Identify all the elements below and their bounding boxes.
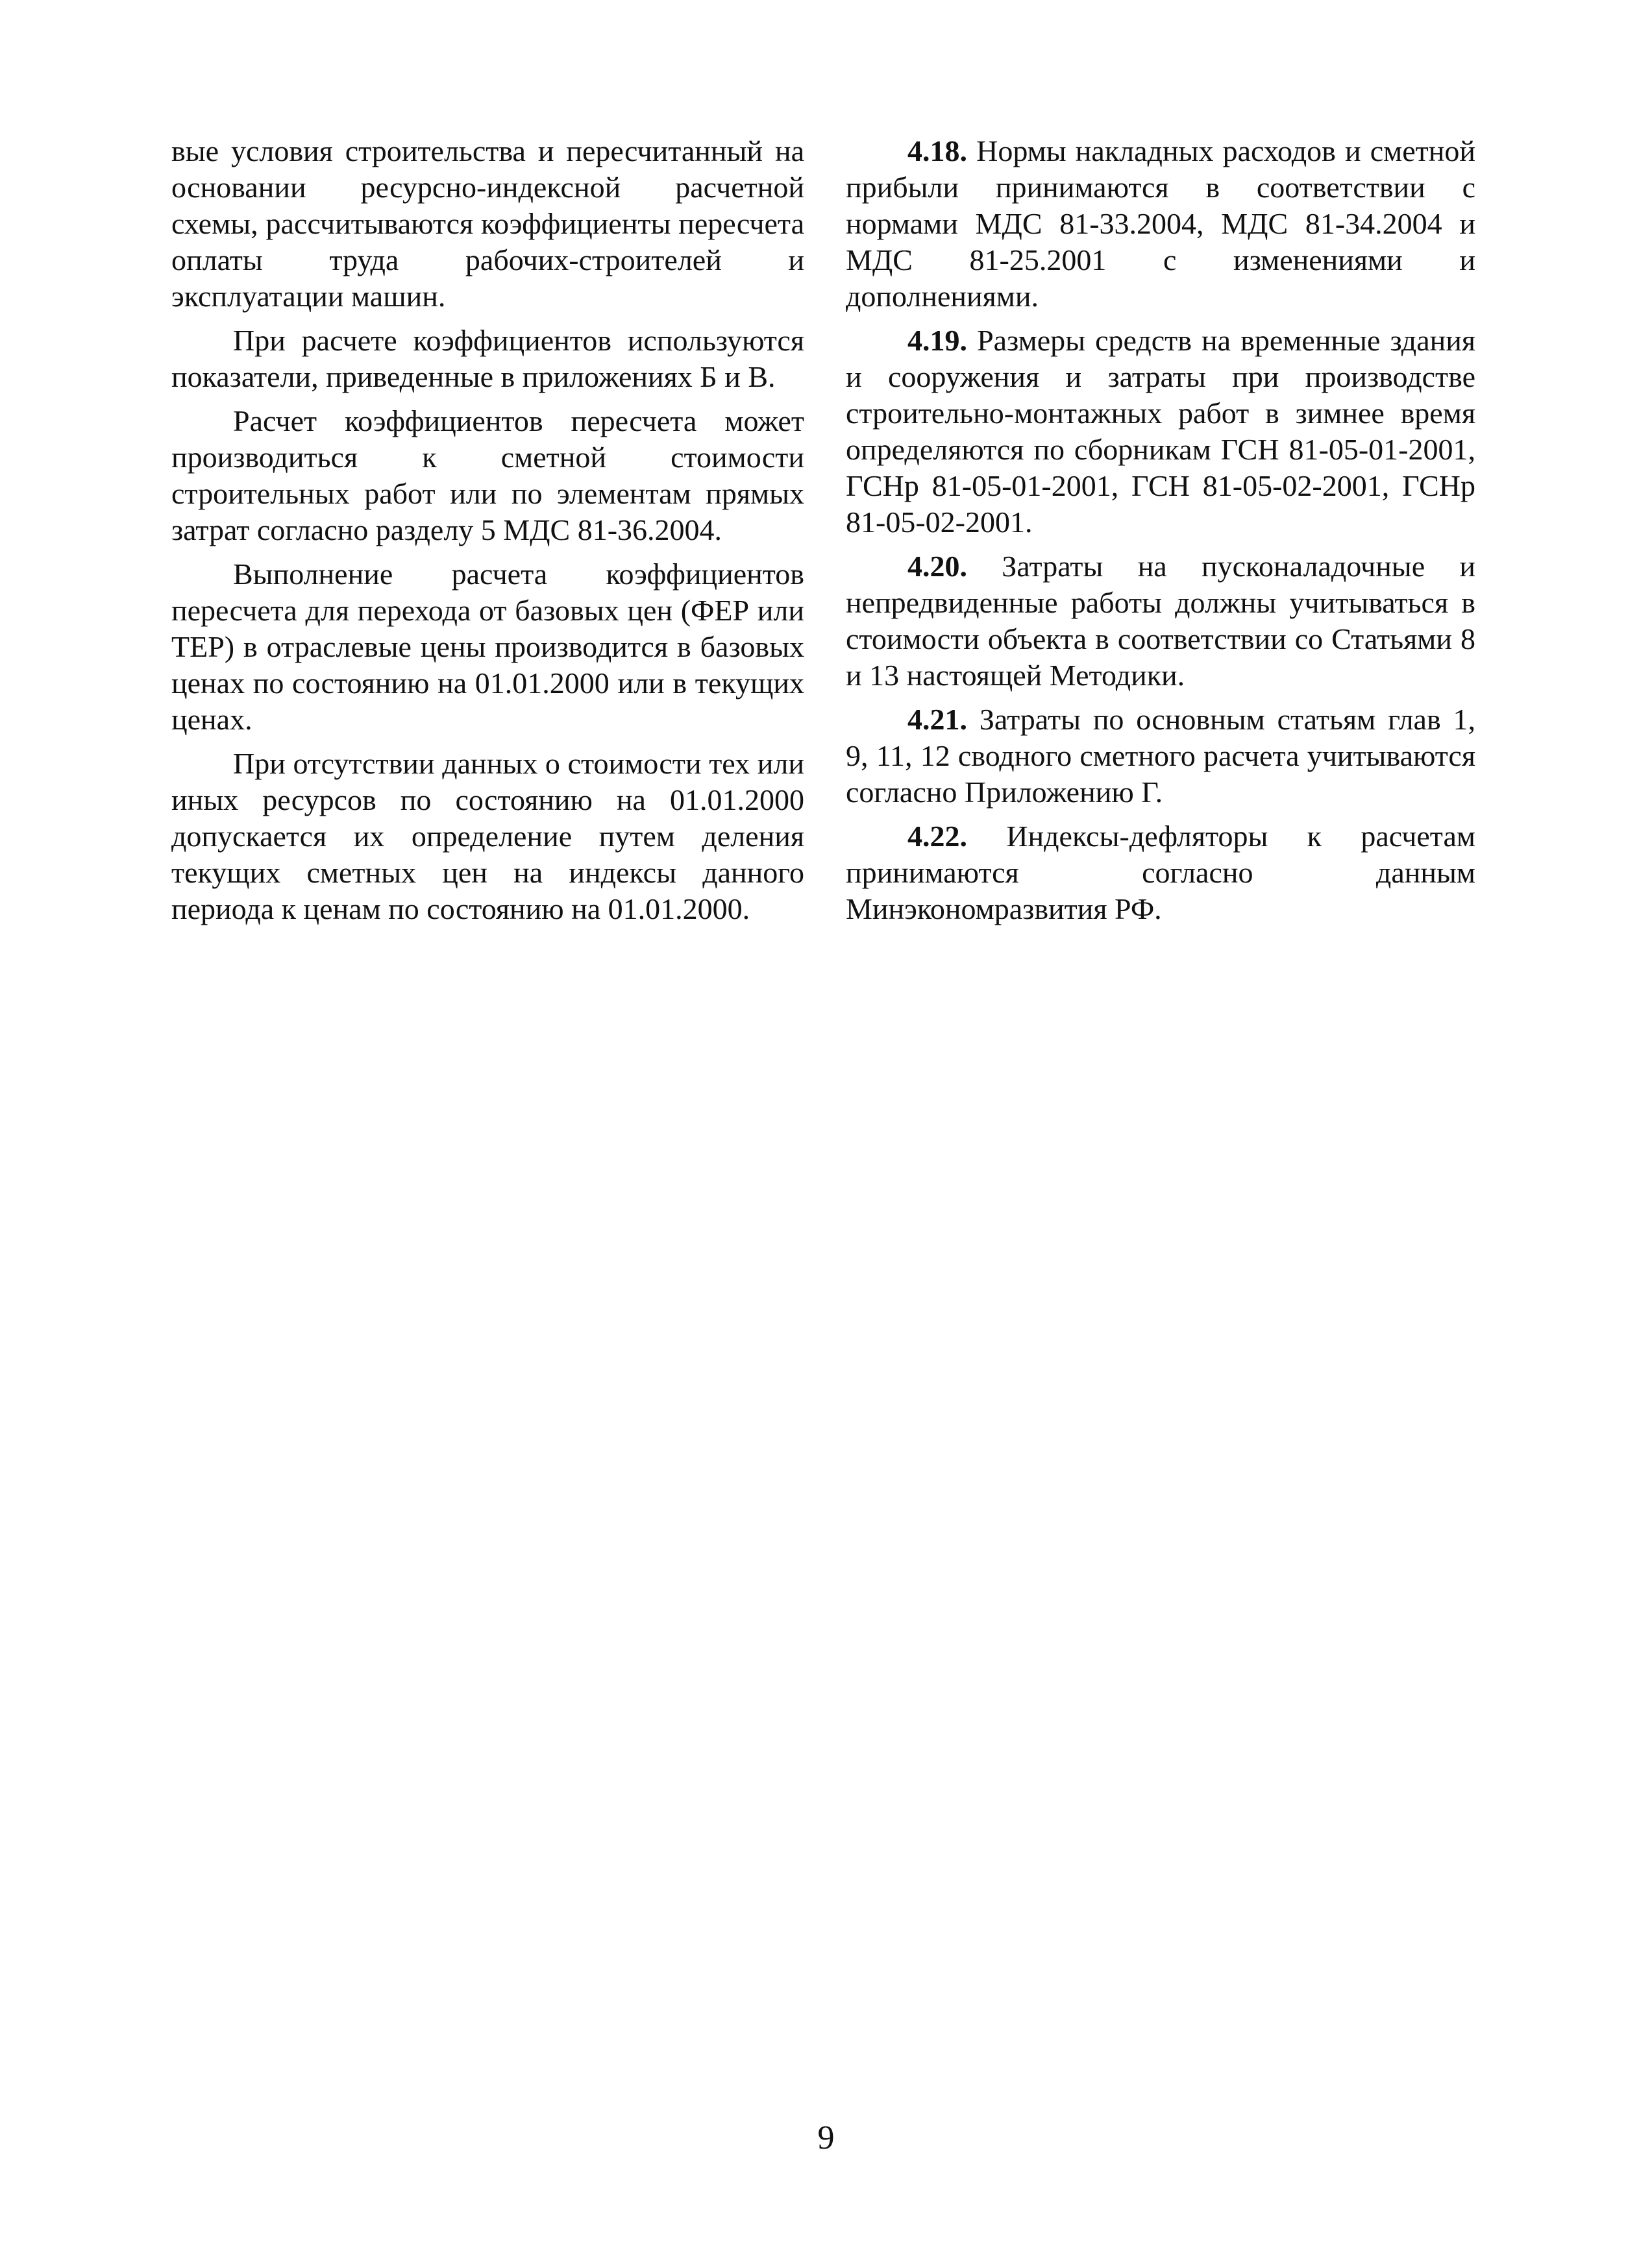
clause-number: 4.22. [907, 820, 967, 853]
clause-text: Нормы накладных расходов и сметной прибыли принимаются в соответствии с нормами МДС 81-33.2004, МДС 81-34.2004 и МДС 81-25.2001 с изменениями и дополнениями. [846, 134, 1475, 313]
paragraph [171, 746, 804, 927]
clause-number: 4.20. [907, 550, 967, 583]
paragraph [171, 403, 804, 548]
left-column [171, 133, 804, 935]
clause-text: Размеры средств на временные здания и сооружения и затраты при производстве строительно-монтажных работ в зимнее время определяются по сборникам ГСН 81-05-01-2001, ГСНр 81-05-01-2001, ГСН 81-05-02-2001, ГСНр 81-05-02-2001. [846, 324, 1475, 539]
paragraph-text: При расчете коэффициентов используются показатели, приведенные в приложениях Б и В. [171, 324, 804, 393]
clause-4-18 [846, 133, 1475, 315]
clause-text: Индексы-дефляторы к расчетам принимаются согласно данным Минэкономразвития РФ. [846, 820, 1475, 925]
clause-4-19 [846, 323, 1475, 541]
page-number: 9 [817, 2119, 835, 2156]
clause-4-20 [846, 548, 1475, 694]
paragraph-text: вые условия строительства и пересчитанный на основании ресурсно-индексной расчетной схемы, рассчитываются коэффициенты пересчета оплаты труда рабочих-строителей и эксплуатации машин. [171, 134, 804, 313]
clause-4-21 [846, 701, 1475, 811]
clause-4-22 [846, 818, 1475, 927]
paragraph-text: Расчет коэффициентов пересчета может производиться к сметной стоимости строительных работ или по элементам прямых затрат согласно разделу 5 МДС 81-36.2004. [171, 404, 804, 546]
clause-number: 4.19. [907, 324, 967, 357]
paragraph-text: При отсутствии данных о стоимости тех или иных ресурсов по состоянию на 01.01.2000 допускается их определение путем деления текущих сметных цен на индексы данного периода к ценам по состоянию на 01.01.2000. [171, 747, 804, 925]
right-column [846, 133, 1475, 935]
clause-number: 4.21. [907, 703, 967, 736]
paragraph [171, 323, 804, 395]
paragraph [171, 133, 804, 315]
clause-number: 4.18. [907, 134, 967, 167]
clause-text: Затраты по основным статьям глав 1, 9, 11, 12 сводного сметного расчета учитываются согласно Приложению Г. [846, 703, 1476, 809]
paragraph-text: Выполнение расчета коэффициентов пересчета для перехода от базовых цен (ФЕР или ТЕР) в отраслевые цены производится в базовых ценах по состоянию на 01.01.2000 или в текущих ценах. [171, 557, 804, 736]
paragraph [171, 556, 804, 738]
clause-text: Затраты на пусконаладочные и непредвиденные работы должны учитываться в стоимости объекта в соответствии со Статьями 8 и 13 настоящей Методики. [846, 550, 1476, 692]
